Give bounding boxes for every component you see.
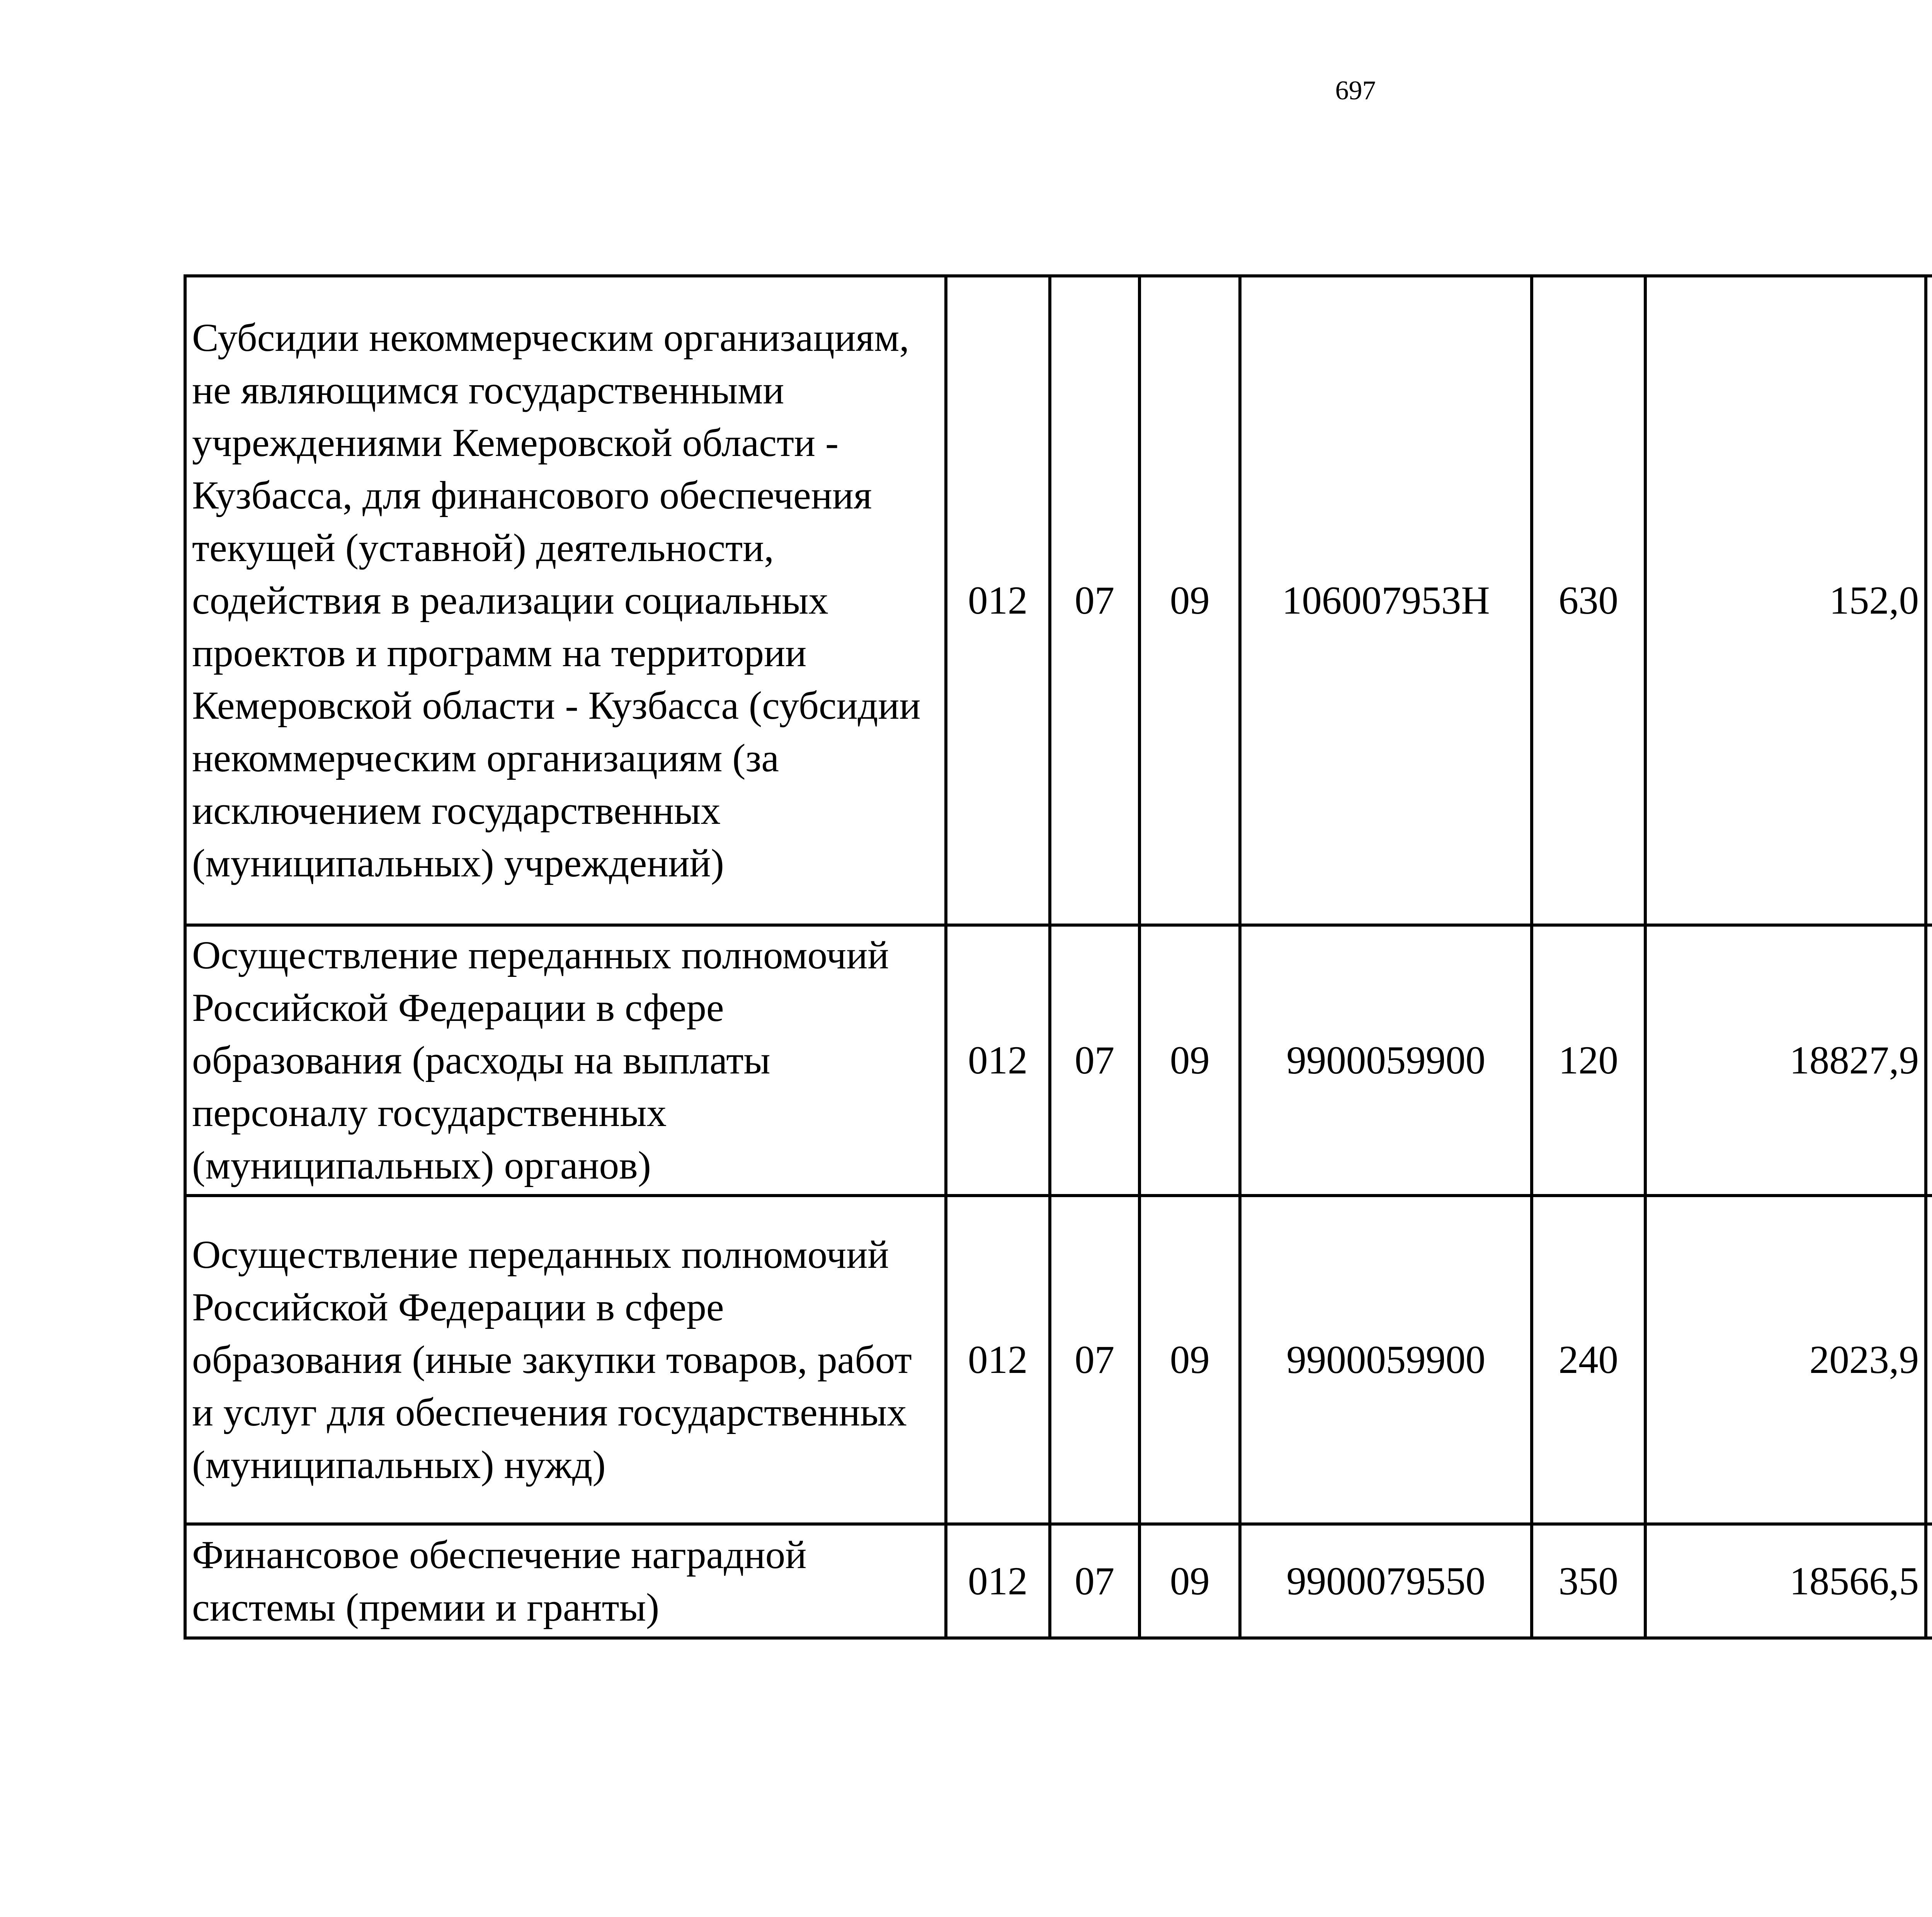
row-description: Субсидии некоммерческим организациям, не являющимся государственными учреждениями Кемеровской области - Кузбасса, для финансового обеспечения текущей (уставной) деятельности, содействия в реализации социальных проектов и программ на территории Кемеровской области - Кузбасса (субсидии некоммерческим организациям (за исключением государственных (муниципальных) учреждений) — [185, 276, 946, 925]
sum-year-2 — [1926, 276, 1932, 925]
ministry-code: 012 — [946, 276, 1050, 925]
section-code: 07 — [1050, 276, 1139, 925]
ministry-code: 012 — [946, 1196, 1050, 1524]
expense-type-code: 630 — [1532, 276, 1645, 925]
subsection-code: 09 — [1139, 1196, 1240, 1524]
table-row — [185, 276, 1932, 925]
section-code: 07 — [1050, 925, 1139, 1196]
target-article-code: 9900059900 — [1240, 925, 1532, 1196]
subsection-code: 09 — [1139, 276, 1240, 925]
subsection-code: 09 — [1139, 1524, 1240, 1638]
subsection-code: 09 — [1139, 925, 1240, 1196]
ministry-code: 012 — [946, 925, 1050, 1196]
sum-year-2 — [1926, 1196, 1932, 1524]
ministry-code: 012 — [946, 1524, 1050, 1638]
section-code: 07 — [1050, 1196, 1139, 1524]
table-row — [185, 925, 1932, 1196]
sum-year-1: 18827,9 — [1645, 925, 1926, 1196]
page-number: 697 — [1335, 76, 1376, 105]
sum-year-2 — [1926, 925, 1932, 1196]
sum-year-1: 2023,9 — [1645, 1196, 1926, 1524]
section-code: 07 — [1050, 1524, 1139, 1638]
target-article-code: 9900079550 — [1240, 1524, 1532, 1638]
budget-table — [184, 274, 1932, 1640]
target-article-code: 9900059900 — [1240, 1196, 1532, 1524]
table-row — [185, 1524, 1932, 1638]
table-row — [185, 1196, 1932, 1524]
expense-type-code: 350 — [1532, 1524, 1645, 1638]
row-description: Осуществление переданных полномочий Российской Федерации в сфере образования (расходы на выплаты персоналу государственных (муниципальных) органов) — [185, 925, 946, 1196]
sum-year-2 — [1926, 1524, 1932, 1638]
row-description: Финансовое обеспечение наградной системы (премии и гранты) — [185, 1524, 946, 1638]
expense-type-code: 240 — [1532, 1196, 1645, 1524]
expense-type-code: 120 — [1532, 925, 1645, 1196]
sum-year-1: 18566,5 — [1645, 1524, 1926, 1638]
sum-year-1: 152,0 — [1645, 276, 1926, 925]
target-article-code: 106007953Н — [1240, 276, 1532, 925]
row-description: Осуществление переданных полномочий Российской Федерации в сфере образования (иные закупки товаров, работ и услуг для обеспечения государственных (муниципальных) нужд) — [185, 1196, 946, 1524]
